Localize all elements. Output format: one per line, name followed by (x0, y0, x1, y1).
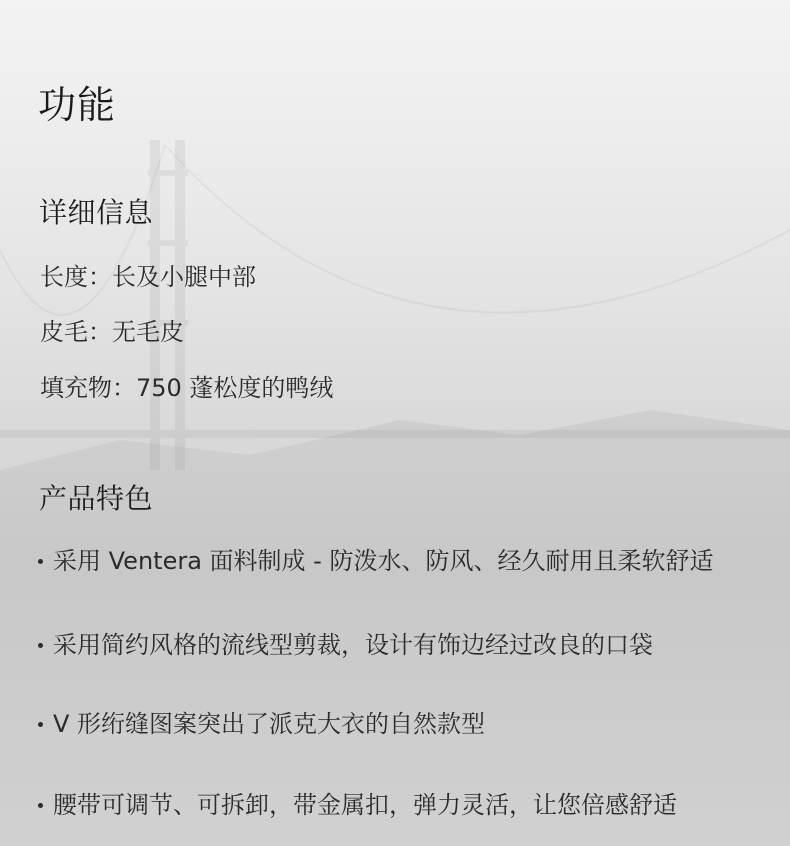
bullet-icon (38, 643, 43, 648)
feature-text: 采用 Ventera 面料制成 - 防泼水、防风、经久耐用且柔软舒适 (53, 547, 714, 575)
features-heading: 产品特色 (39, 482, 154, 515)
bullet-icon (38, 559, 43, 564)
feature-item (38, 710, 485, 738)
feature-text: 腰带可调节、可拆卸，带金属扣，弹力灵活，让您倍感舒适 (53, 791, 677, 819)
bullet-icon (38, 722, 43, 727)
detail-fur: 皮毛：无毛皮 (40, 318, 184, 346)
details-heading: 详细信息 (39, 196, 154, 229)
feature-text: V 形绗缝图案突出了派克大衣的自然款型 (53, 710, 486, 738)
bullet-icon (38, 803, 43, 808)
feature-item (38, 791, 677, 819)
page-title: 功能 (38, 83, 117, 127)
feature-text: 采用简约风格的流线型剪裁，设计有饰边经过改良的口袋 (53, 631, 653, 659)
detail-length: 长度：长及小腿中部 (40, 263, 256, 291)
detail-fill: 填充物：750 蓬松度的鸭绒 (40, 374, 334, 402)
feature-item (38, 631, 653, 659)
feature-item (38, 547, 713, 575)
